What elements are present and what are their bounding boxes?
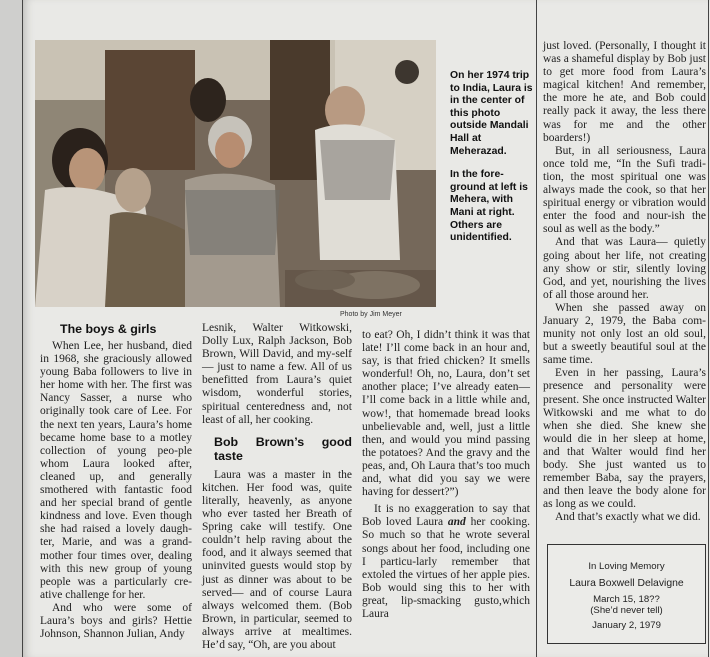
photo-illustration [35, 40, 436, 307]
photo-credit: Photo by Jim Meyer [340, 311, 402, 318]
paragraph: Even in her passing, Laura’s presence and personality were present. She once instructed Walter Witkowski and me what to do when she died. She knew she would die in her sleep at home, and that Walter would find her body. She just wanted us to remember Baba, say the prayers, and then leave the body alone for as long as we could. [543, 367, 706, 511]
memorial-name: Laura Boxwell Delavigne [569, 578, 684, 589]
paragraph-part: her cooking. So much so that he wrote several songs about her food, including one I particu-larly remember that extoled the virtues of her apple pies. Bob would sing this to her with great, lip-smacking gusto,which Laura [362, 516, 530, 620]
paragraph: And that was Laura— quietly going about her life, not creating any show or stir, silently loving God, and yet, nourishing the lives of all those around her. [543, 236, 706, 301]
paragraph: When she passed away on January 2, 1979, the Baba com-munity not only lost an old soul, but a sweetly beautiful soul at the same time. [543, 301, 706, 367]
paragraph: just loved. (Personally, I thought it was a shameful display by Bob just to get more food from Laura’s magical kitchen! And remember, the more he ate, and Bob could really pack it away, the less there was for me and the other boarders!) [543, 40, 706, 144]
article-column-1 [40, 322, 192, 641]
caption-text: On her 1974 trip to India, Laura is in the center of this photo outside Mandali Hall at Meherazad. [450, 70, 533, 157]
paragraph: And that’s exactly what we did. [555, 511, 701, 524]
section-heading: The boys & girls [60, 322, 157, 336]
paragraph: When Lee, her husband, died in 1968, she graciously allowed young Baba followers to live in her home with her. The first was Nancy Sasser, a nurse who originally took care of Lee. For the next ten years, Laura’s home became home base to a motley collection of young peo-ple whom Laura looked after, cleaned up, and generally smothered with fantastic food and her special brand of gentle kindness and love. Even though she had raised a lovely daugh-ter, Marie, and was a grand-mother four times over, dealing with this new group of young people was a particularly cre-ative challenge for her. [40, 340, 192, 601]
column-divider [22, 0, 23, 657]
article-column-3 [362, 329, 530, 621]
caption-text: In the fore-ground at left is Mehera, with Mani at right. Others are unidentified. [450, 169, 528, 244]
paragraph: And who were some of Laura’s boys and girls? Hettie Johnson, Shannon Julian, Andy [40, 601, 192, 641]
group-photo [35, 40, 436, 307]
paragraph: But, in all seriousness, Laura once told me, “In the Sufi tradi-tion, the most spiritual one was always made the cook, so that her spiritual energy or vibration would enter the food and nour-ish the soul as well as the body.” [543, 144, 706, 236]
emphasis: and [447, 516, 466, 529]
paragraph: to eat? Oh, I didn’t think it was that late! I’ll come back in an hour and, say, is that fried chicken? It smells wonderful! Oh, no, Laura, don’t set another place; I’ve already eaten— I’ll come back in a little while and, wow!, that homemade bread looks unbelievable and, well, just a little then, and would you mind passing the potatoes? And the gravy and the peas, and, Oh Laura that’s too much and, what did you say we were having for dessert?”) [362, 329, 530, 499]
paragraph: Lesnik, Walter Witkowski, Dolly Lux, Ralph Jackson, Bob Brown, Will David, and my-self— just to name a few. All of us benefitted from Laura’s quiet wisdom, wonderful stories, spiritual centeredness and, not least of all, her cooking. [202, 322, 352, 426]
article-column-4 [543, 40, 706, 524]
photo-caption [450, 70, 534, 256]
memorial-heading: In Loving Memory [588, 561, 665, 572]
memorial-note: (She’d never tell) [590, 605, 663, 616]
paragraph-part: It is no exaggeration to say that Bob loved Laura [362, 503, 530, 529]
memorial-death-date: January 2, 1979 [592, 620, 661, 631]
memorial-box [547, 544, 706, 644]
section-heading: Bob Brown’s good taste [214, 434, 352, 463]
paragraph: Laura was a master in the kitchen. Her food was, quite literally, heavenly, as anyone who ever tasted her Breath of Spring cake will testify. One couldn’t help raving about the food, and it always seemed that uninvited guests would stop by just as dinner was about to be served— and of course Laura always welcomed them. (Bob Brown, in particular, seemed to always arrive at mealtimes. He’d say, “Oh, are you about [202, 468, 352, 651]
article-column-2 [202, 322, 352, 652]
column-divider [708, 0, 709, 657]
memorial-birth-date: March 15, 18?? [593, 594, 660, 605]
paragraph [362, 503, 530, 621]
column-divider [536, 0, 537, 657]
